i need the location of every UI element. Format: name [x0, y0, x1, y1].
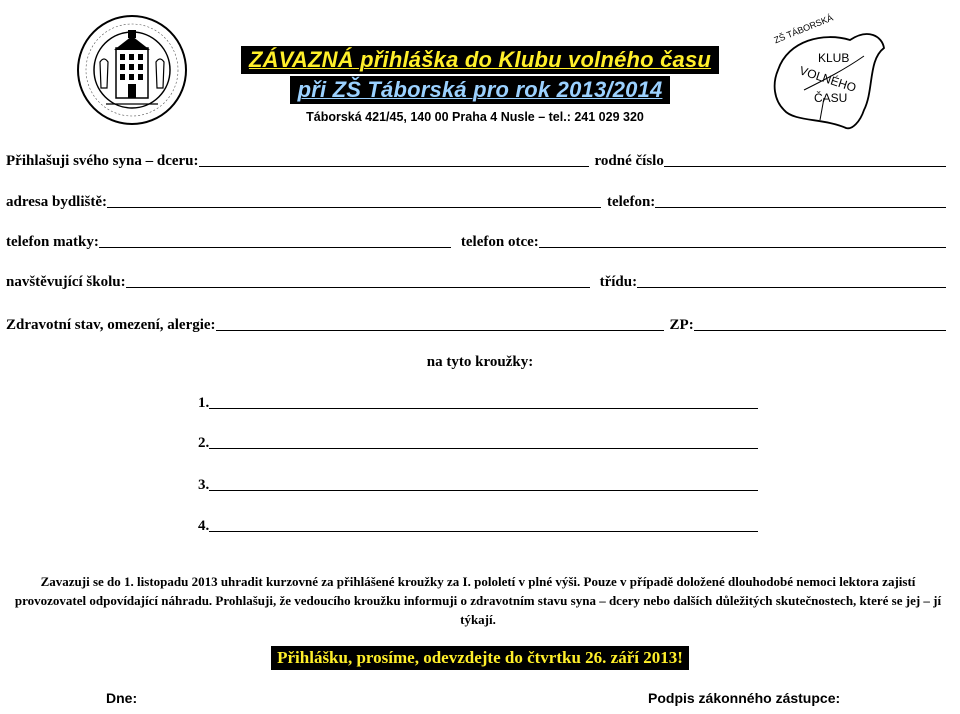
deadline-notice	[0, 646, 960, 670]
phone-label: telefon:	[606, 194, 656, 210]
club-logo-word-2: VOLNÉHO	[797, 63, 858, 95]
insurance-field[interactable]	[694, 316, 946, 331]
father-phone-label: telefon otce:	[460, 234, 539, 250]
signature-label: Podpis zákonného zástupce:	[648, 690, 841, 706]
club-item	[198, 474, 758, 494]
commitment-paragraph: Zavazuji se do 1. listopadu 2013 uhradit kurzovné za přihlášené kroužky za I. pololetí v plné výši. Pouze v případě doložené dlouhodobé nemoci lektora zajistí provozovatel odpovídající náhradu. Prohlašuji, že vedoucího kroužku informuji o zdravotním stavu syna – dcery nebo dalších důležitých skutečnostech, které se jej – jí týkají.	[14, 574, 942, 627]
deadline-notice-text: Přihlášku, prosíme, odevzdejte do čtvrtku 26. září 2013!	[271, 646, 689, 670]
club-item	[198, 515, 758, 535]
school-field[interactable]	[126, 273, 590, 288]
row-address-phone	[6, 189, 946, 211]
clubs-title: na tyto kroužky:	[426, 354, 534, 370]
row-parent-phones	[6, 229, 946, 251]
child-name-field[interactable]	[199, 152, 589, 167]
club-logo-word-1: KLUB	[818, 51, 850, 65]
phone-field[interactable]	[655, 193, 946, 208]
class-label: třídu:	[599, 274, 638, 290]
title-line-2: při ZŠ Táborská pro rok 2013/2014	[290, 76, 671, 104]
class-field[interactable]	[637, 273, 946, 288]
school-label: navštěvující školu:	[6, 274, 126, 290]
club-item-number: 1.	[198, 395, 210, 411]
date-label: Dne:	[106, 690, 138, 706]
health-label: Zdravotní stav, omezení, alergie:	[6, 317, 216, 333]
club-field-2[interactable]	[209, 434, 758, 449]
club-item	[198, 432, 758, 452]
club-logo-word-3: ČASU	[814, 91, 848, 105]
address-field[interactable]	[107, 193, 601, 208]
title-line-1: ZÁVAZNÁ přihláška do Klubu volného času	[241, 46, 719, 74]
club-item-number: 3.	[198, 477, 210, 493]
school-address: Táborská 421/45, 140 00 Praha 4 Nusle – tel.: 241 029 320	[306, 110, 644, 124]
child-label: Přihlašuji svého syna – dceru:	[6, 153, 199, 169]
club-item-number: 4.	[198, 518, 210, 534]
club-logo-ring-text: ZŠ TÁBORSKÁ	[772, 12, 835, 46]
row-school-class	[6, 269, 946, 291]
birth-number-label: rodné číslo	[594, 153, 664, 169]
health-field[interactable]	[216, 316, 664, 331]
club-field-3[interactable]	[209, 476, 758, 491]
club-item	[198, 392, 758, 412]
mother-phone-field[interactable]	[99, 233, 451, 248]
row-health-insurance	[6, 312, 946, 334]
birth-number-field[interactable]	[664, 152, 946, 167]
row-child-birth	[6, 148, 946, 170]
mother-phone-label: telefon matky:	[6, 234, 99, 250]
insurance-label: ZP:	[669, 317, 694, 333]
father-phone-field[interactable]	[539, 233, 946, 248]
club-field-1[interactable]	[209, 394, 758, 409]
club-field-4[interactable]	[209, 517, 758, 532]
club-item-number: 2.	[198, 435, 210, 451]
club-logo-icon	[764, 10, 894, 136]
address-label: adresa bydliště:	[6, 194, 107, 210]
